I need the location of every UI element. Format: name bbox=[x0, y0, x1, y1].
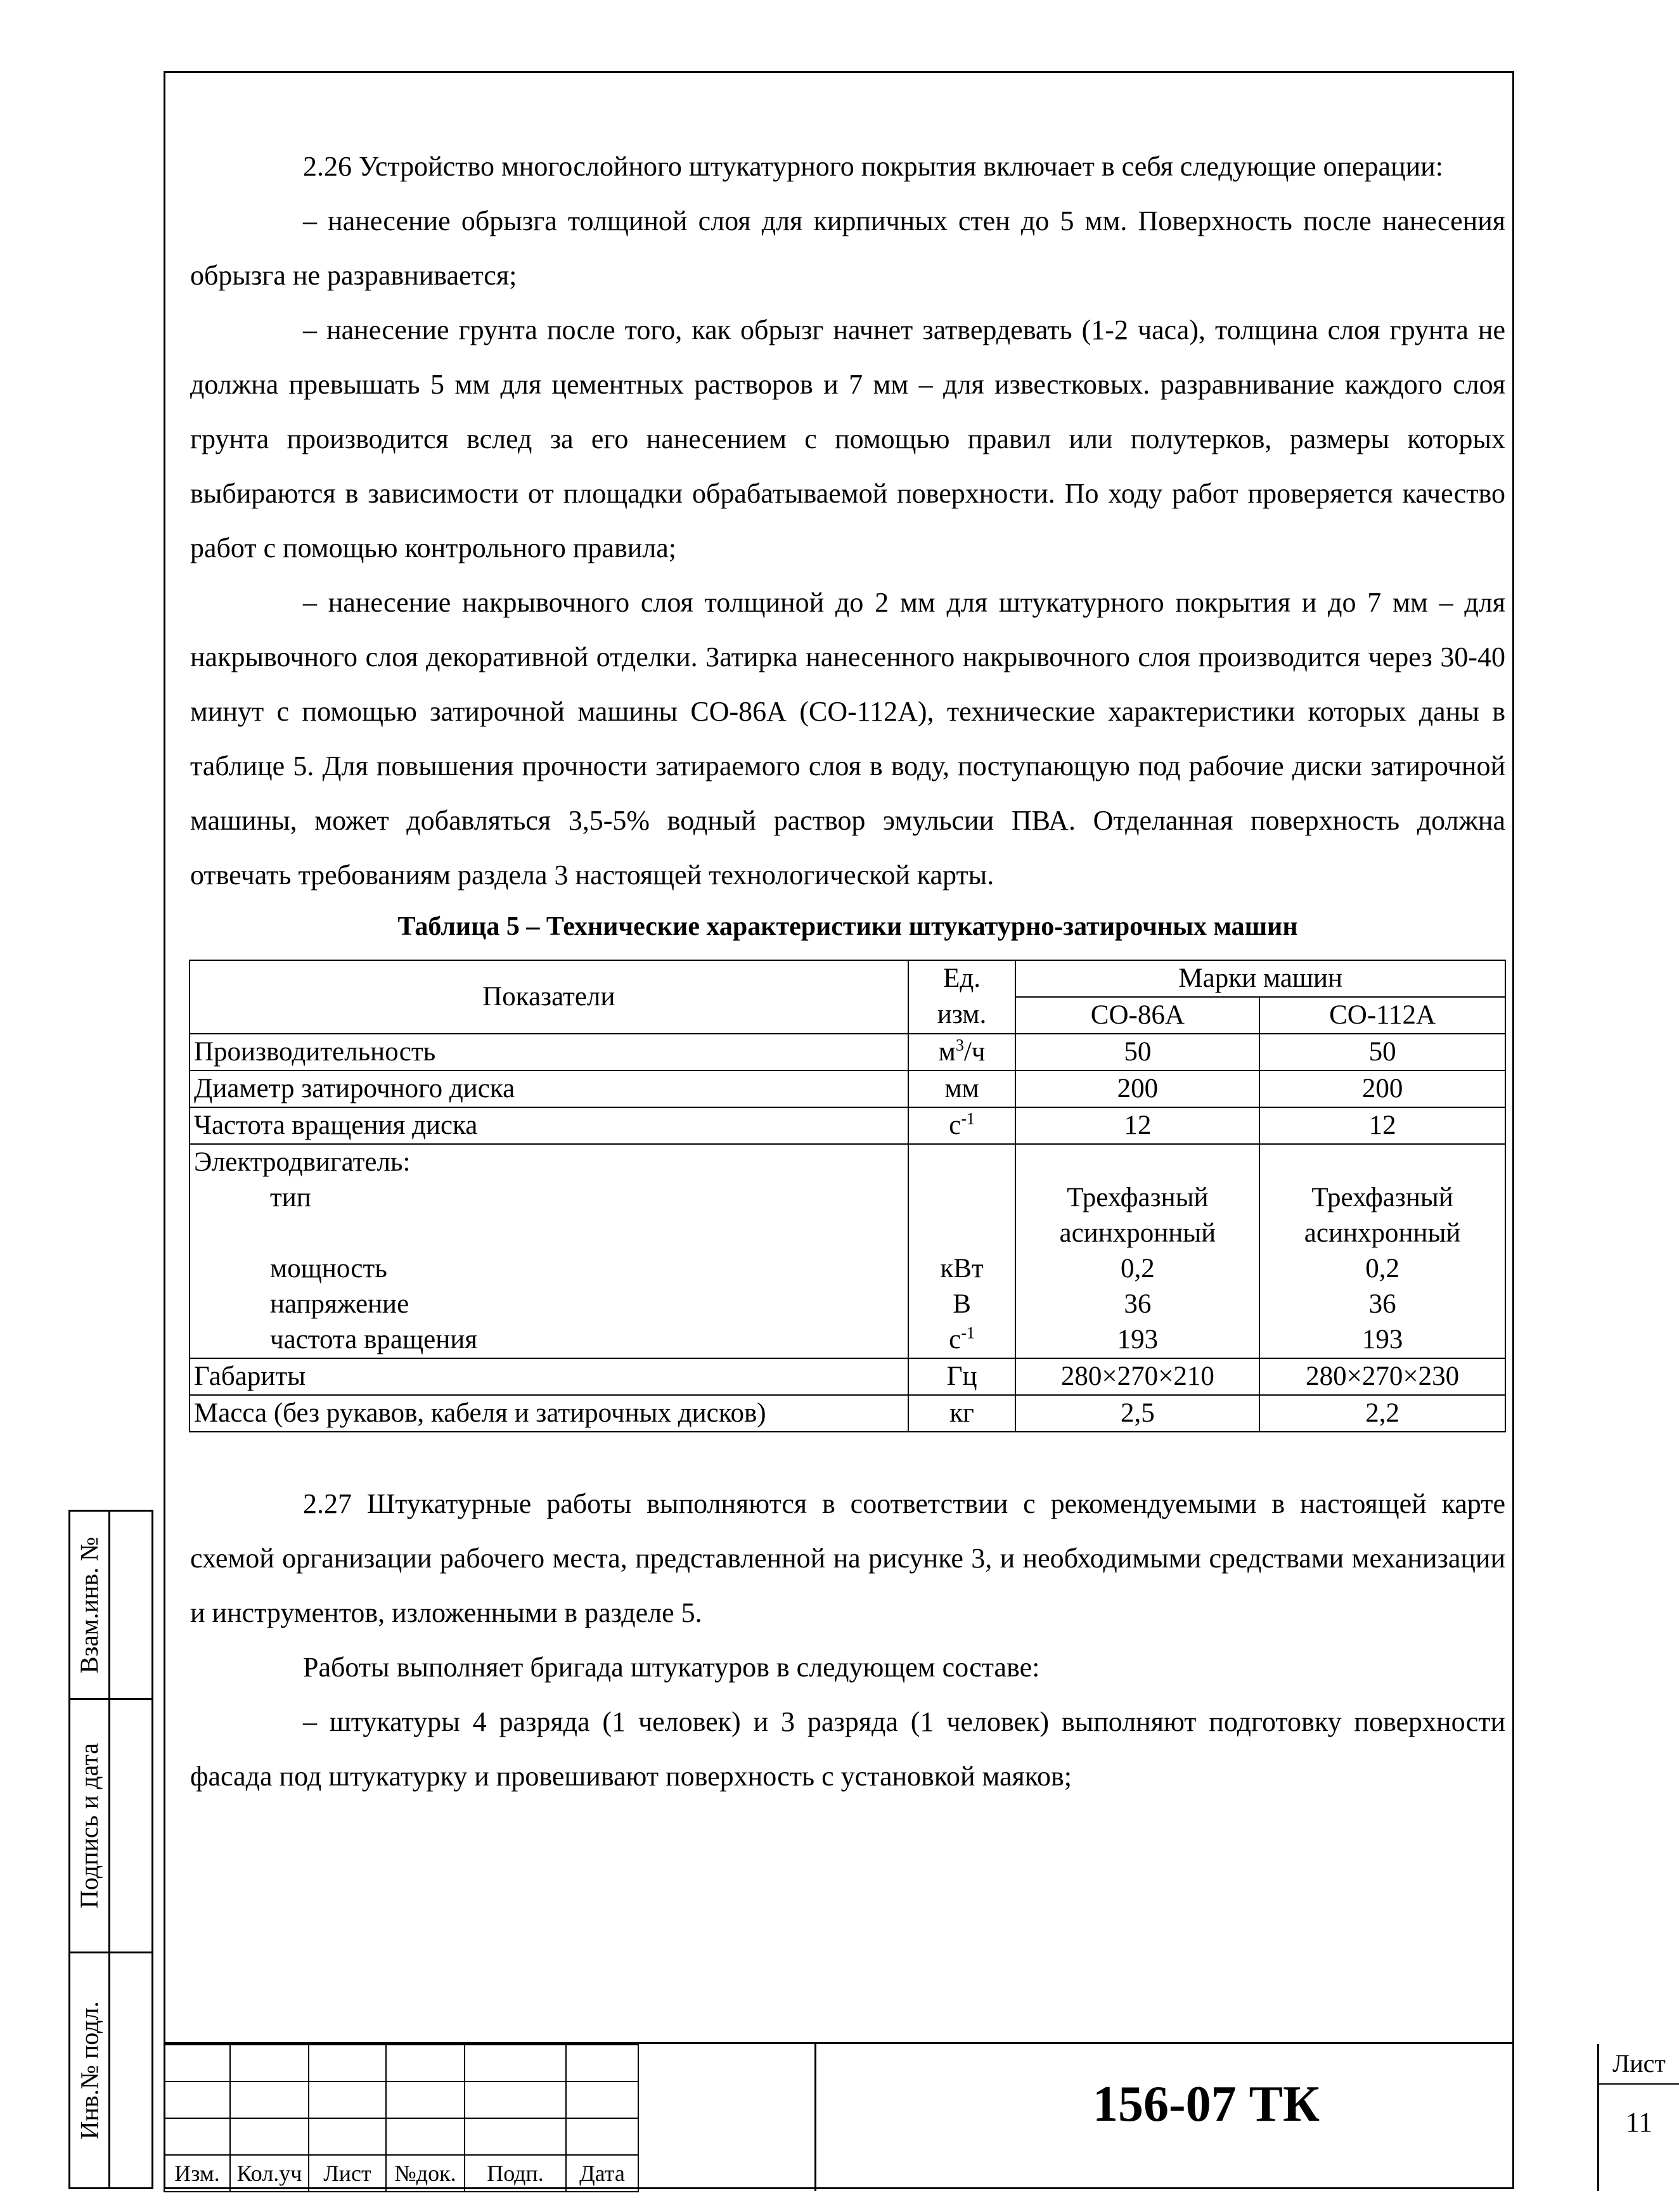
unit-cell: мм bbox=[908, 1071, 1016, 1107]
unit-cell: $м^3/ч$ bbox=[908, 1034, 1016, 1071]
value-cell: 200 bbox=[1015, 1071, 1259, 1107]
motor-type-value: асинхронный bbox=[1304, 1218, 1461, 1248]
revision-table bbox=[164, 2044, 639, 2192]
header-brands: Марки машин bbox=[1015, 960, 1505, 997]
side-box-podpis bbox=[68, 1700, 153, 1953]
motor-power-value: 0,2 bbox=[1120, 1254, 1155, 1283]
title-block bbox=[164, 2042, 1666, 2191]
motor-unit-cell bbox=[908, 1144, 1016, 1358]
side-box-inv bbox=[68, 1953, 153, 2189]
row-label: Диаметр затирочного диска bbox=[190, 1071, 908, 1107]
motor-type-label: тип bbox=[270, 1183, 311, 1212]
motor-type-value: Трехфазный bbox=[1311, 1183, 1453, 1212]
side-label-inv: Инв.№ подл. bbox=[75, 2001, 104, 2140]
value-cell: 12 bbox=[1015, 1107, 1259, 1144]
value-cell: 2,2 bbox=[1259, 1395, 1505, 1432]
side-label-podpis: Подпись и дата bbox=[75, 1742, 104, 1909]
motor-value-cell-2 bbox=[1259, 1144, 1505, 1358]
frequency-unit: $с^{-1}$ bbox=[949, 1323, 975, 1354]
sheet-box bbox=[1597, 2044, 1679, 2191]
value-cell: 2,5 bbox=[1015, 1395, 1259, 1432]
table-row bbox=[190, 1107, 1505, 1144]
voltage-unit: В bbox=[953, 1289, 971, 1319]
list-item: – нанесение накрывочного слоя толщиной до 2 мм для штукатурного покрытия и до 7 мм – для накрывочного слоя декоративной отделки. Затирка нанесенного накрывочного слоя производится через 30-40 минут с помощью затирочной машины СО-86А (СО-112А), технические характеристики которых даны в таблице 5. Для повышения прочности затираемого слоя в воду, поступающую под рабочие диски затирочной машины, может добавляться 3,5-5% водный раствор эмульсии ПВА. Отделанная поверхность должна отвечать требованиям раздела 3 настоящей технологической карты. bbox=[190, 587, 1505, 891]
row-label: Масса (без рукавов, кабеля и затирочных дисков) bbox=[190, 1395, 908, 1432]
motor-voltage-label: напряжение bbox=[270, 1289, 409, 1319]
motor-voltage-value: 36 bbox=[1124, 1289, 1152, 1319]
value-cell: 12 bbox=[1259, 1107, 1505, 1144]
col-ndok: №док. bbox=[386, 2155, 465, 2192]
motor-voltage-value: 36 bbox=[1368, 1289, 1396, 1319]
motor-power-value: 0,2 bbox=[1365, 1254, 1399, 1283]
unit-cell: кг bbox=[908, 1395, 1016, 1432]
header-unit-2: изм. bbox=[908, 997, 1016, 1034]
table-row-motor bbox=[190, 1144, 1505, 1358]
value-cell: 200 bbox=[1259, 1071, 1505, 1107]
paragraph-2-27: 2.27 Штукатурные работы выполняются в соответствии с рекомендуемыми в настоящей карте схемой организации рабочего места, представленной на рисунке 3, и необходимыми средствами механизации и инструментов, изложенными в разделе 5. bbox=[190, 1488, 1505, 1628]
table-row bbox=[190, 1034, 1505, 1071]
col-kolu: Кол.уч bbox=[230, 2155, 309, 2192]
page-content bbox=[190, 139, 1505, 1804]
sheet-label: Лист bbox=[1599, 2044, 1679, 2085]
unit-cell: Гц bbox=[908, 1358, 1016, 1395]
header-indicator: Показатели bbox=[190, 960, 908, 1034]
motor-type-value: асинхронный bbox=[1059, 1218, 1216, 1248]
motor-type-value: Трехфазный bbox=[1067, 1183, 1209, 1212]
col-list: Лист bbox=[309, 2155, 386, 2192]
header-unit: Ед. bbox=[908, 960, 1016, 997]
side-box-vzam bbox=[68, 1510, 153, 1700]
row-label: Частота вращения диска bbox=[190, 1107, 908, 1144]
value-cell: 280×270×210 bbox=[1015, 1358, 1259, 1395]
table-header-row bbox=[190, 960, 1505, 997]
side-label-vzam: Взам.инв. № bbox=[75, 1536, 104, 1673]
motor-frequency-value: 193 bbox=[1117, 1325, 1159, 1354]
motor-title: Электродвигатель: bbox=[194, 1147, 411, 1177]
power-unit: кВт bbox=[940, 1254, 984, 1283]
value-cell: 280×270×230 bbox=[1259, 1358, 1505, 1395]
table-row bbox=[190, 1358, 1505, 1395]
sheet-number: 11 bbox=[1625, 2107, 1653, 2138]
table-caption: Таблица 5 – Технические характеристики штукатурно-затирочных машин bbox=[397, 912, 1298, 941]
row-label: Габариты bbox=[190, 1358, 908, 1395]
document-code: 156-07 ТК bbox=[1092, 2076, 1320, 2132]
list-item: – штукатуры 4 разряда (1 человек) и 3 разряда (1 человек) выполняют подготовку поверхности фасада под штукатурку и провешивают поверхность с установкой маяков; bbox=[190, 1706, 1505, 1792]
col-data: Дата bbox=[566, 2155, 638, 2192]
header-model-2: СО-112А bbox=[1259, 997, 1505, 1034]
table-row bbox=[190, 1395, 1505, 1432]
paragraph-team: Работы выполняет бригада штукатуров в следующем составе: bbox=[303, 1652, 1040, 1683]
list-item: – нанесение обрызга толщиной слоя для кирпичных стен до 5 мм. Поверхность после нанесения обрызга не разравнивается; bbox=[190, 205, 1505, 291]
motor-power-label: мощность bbox=[270, 1254, 387, 1283]
table-row bbox=[190, 1071, 1505, 1107]
motor-value-cell-1 bbox=[1015, 1144, 1259, 1358]
paragraph-2-26: 2.26 Устройство многослойного штукатурного покрытия включает в себя следующие операции: bbox=[303, 151, 1443, 182]
motor-frequency-label: частота вращения bbox=[270, 1325, 477, 1354]
list-item: – нанесение грунта после того, как обрызг начнет затвердевать (1-2 часа), толщина слоя грунта не должна превышать 5 мм для цементных растворов и 7 мм – для известковых. разравнивание каждого слоя грунта производится вслед за его нанесением с помощью правил или полутерков, размеры которых выбираются в зависимости от площадки обрабатываемой поверхности. По ходу работ проверяется качество работ с помощью контрольного правила; bbox=[190, 314, 1505, 563]
row-label: Производительность bbox=[190, 1034, 908, 1071]
specs-table bbox=[189, 960, 1506, 1432]
motor-cell bbox=[190, 1144, 908, 1358]
unit-cell: $с^{-1}$ bbox=[908, 1107, 1016, 1144]
value-cell: 50 bbox=[1259, 1034, 1505, 1071]
col-podp: Подп. bbox=[465, 2155, 566, 2192]
value-cell: 50 bbox=[1015, 1034, 1259, 1071]
header-model-1: СО-86А bbox=[1015, 997, 1259, 1034]
revision-header-row bbox=[164, 2155, 638, 2192]
col-izm: Изм. bbox=[164, 2155, 230, 2192]
motor-frequency-value: 193 bbox=[1361, 1325, 1403, 1354]
